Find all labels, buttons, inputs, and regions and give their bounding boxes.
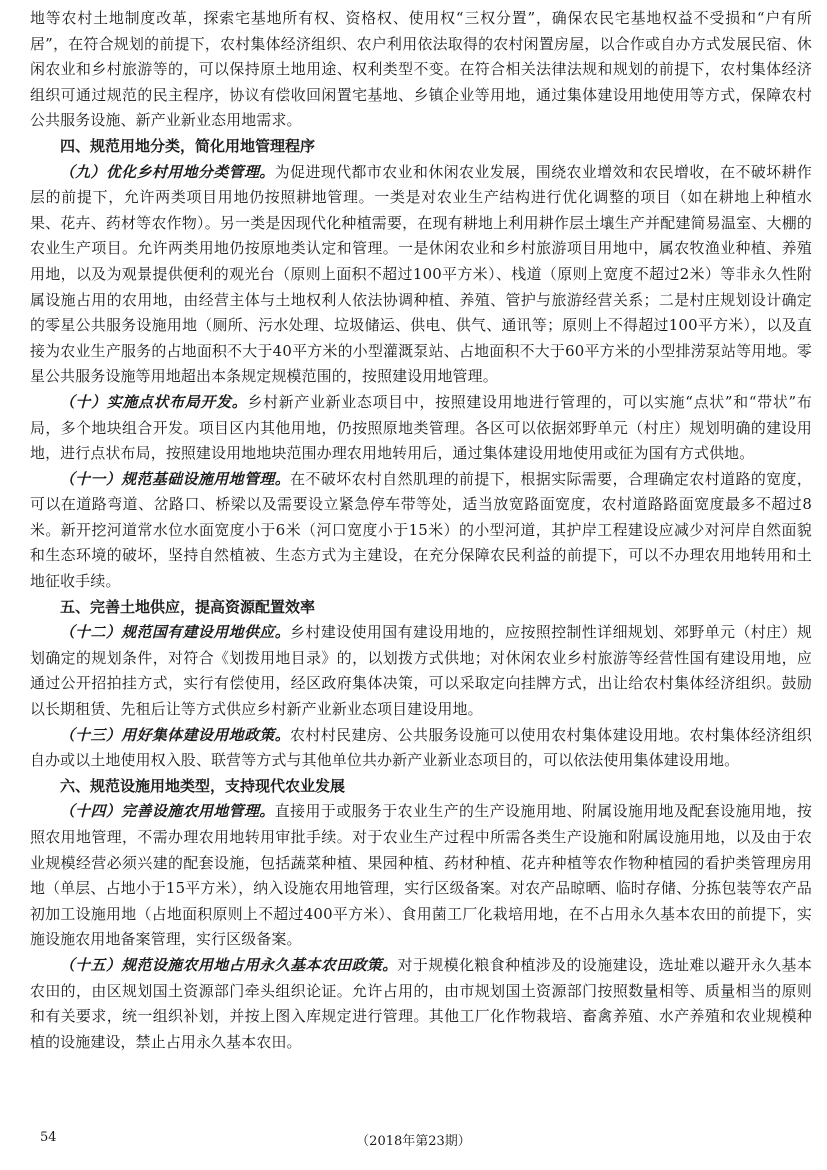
paragraph — [30, 723, 812, 774]
paragraph — [30, 160, 812, 390]
paragraph — [30, 467, 812, 595]
page-footer — [0, 1130, 827, 1152]
document-body — [30, 6, 812, 1055]
paragraph — [30, 390, 812, 467]
issue-label: （2018年第23期） — [356, 1134, 471, 1149]
paragraph-text: 为促进现代都市农业和休闲农业发展，围绕农业增效和农民增收，在不破坏耕作层的前提下，允许两类项目用地仍按照耕地管理。一类是对农业生产结构进行优化调整的项目（如在耕地上种植水果、花卉、药材等农作物）。另一类是因现代化种植需要，在现有耕地上利用耕作层土壤生产并配建简易温室、大棚的农业生产项目。允许两类用地仍按原地类认定和管理。一是休闲农业和乡村旅游项目用地中，属农牧渔业种植、养殖用地，以及为观景提供便利的观光台（原则上面积不超过100平方米）、栈道（原则上宽度不超过2米）等非永久性附属设施占用的农用地，由经营主体与土地权利人依法协调种植、养殖、管护与旅游经营关系；二是村庄规划设计确定的零星公共服务设施用地（厕所、污水处理、垃圾储运、供电、供气、通讯等；原则上不得超过100平方米），以及直接为农业生产服务的占地面积不大于40平方米的小型灌溉泵站、占地面积不大于60平方米的小型排涝泵站等用地。零星公共服务设施等用地超出本条规定规模范围的，按照建设用地管理。 — [30, 162, 812, 386]
clause-title: （十五）规范设施农用地占用永久基本农田政策。 — [59, 955, 398, 974]
clause-title: （九）优化乡村用地分类管理。 — [59, 162, 275, 181]
paragraph — [30, 6, 812, 134]
clause-title: （十一）规范基础设施用地管理。 — [59, 469, 291, 488]
section-heading: 五、完善土地供应，提高资源配置效率 — [60, 597, 316, 616]
paragraph-text: 乡村建设使用国有建设用地的，应按照控制性详细规划、郊野单元（村庄）规划确定的规划条件，对符合《划拨用地目录》的，以划拨方式供地；对休闲农业乡村旅游等经营性国有建设用地，应通过公开招拍挂方式，实行有偿使用，经区政府集体决策，可以采取定向挂牌方式，出让给农村集体经济组织。鼓励以长期租赁、先租后让等方式供应乡村新产业新业态项目建设用地。 — [30, 623, 812, 719]
paragraph-text: 乡村新产业新业态项目中，按照建设用地进行管理的，可以实施“点状”和“带状”布局，多个地块组合开发。项目区内其他用地，仍按照原地类管理。各区可以依据郊野单元（村庄）规划明确的建设用地，进行点状布局，按照建设用地地块范围办理农用地转用后，通过集体建设用地使用或征为国有方式供地。 — [30, 392, 812, 463]
clause-title: （十三）用好集体建设用地政策。 — [59, 725, 291, 744]
paragraph-text: 直接用于或服务于农业生产的生产设施用地、附属设施用地及配套设施用地，按照农用地管理，不需办理农用地转用审批手续。对于农业生产过程中所需各类生产设施和附属设施用地，以及由于农业规模经营必须兴建的配套设施，包括蔬菜种植、果园种植、药材种植、花卉种植等农作物种植园的看护类管理房用地（单层、占地小于15平方米），纳入设施农用地管理，实行区级备案。对农产品晾晒、临时存储、分拣包装等农产品初加工设施用地（占地面积原则上不超过400平方米）、食用菌工厂化栽培用地，在不占用永久基本农田的前提下，实施设施农用地备案管理，实行区级备案。 — [30, 802, 812, 949]
paragraph-text: 对于规模化粮食种植涉及的设施建设，选址难以避开永久基本农田的，由区规划国土资源部门牵头组织论证。允许占用的，由市规划国土资源部门按照数量相等、质量相当的原则和有关要求，统一组织补划，并按上图入库规定进行管理。其他工厂化作物栽培、畜禽养殖、水产养殖和农业规模种植的设施建设，禁止占用永久基本农田。 — [30, 955, 812, 1051]
paragraph-text: 地等农村土地制度改革，探索宅基地所有权、资格权、使用权“三权分置”，确保农民宅基地权益不受损和“户有所居”，在符合规划的前提下，农村集体经济组织、农户利用依法取得的农村闲置房屋，以合作或自办方式发展民宿、休闲农业和乡村旅游等的，可以保持原土地用途、权利类型不变。在符合相关法律法规和规划的前提下，农村集体经济组织可通过规范的民主程序，协议有偿收回闲置宅基地、乡镇企业等用地，通过集体建设用地使用等方式，保障农村公共服务设施、新产业新业态用地需求。 — [30, 9, 812, 130]
clause-title: （十）实施点状布局开发。 — [59, 392, 248, 411]
paragraph — [30, 953, 812, 1055]
paragraph — [30, 620, 812, 722]
section-heading: 六、规范设施用地类型，支持现代农业发展 — [60, 776, 346, 795]
paragraph-text: 农村村民建房、公共服务设施可以使用农村集体建设用地。农村集体经济组织自办或以土地使用权入股、联营等方式与其他单位共办新产业新业态项目的，可以依法使用集体建设用地。 — [30, 725, 812, 770]
paragraph — [30, 799, 812, 953]
clause-title: （十二）规范国有建设用地供应。 — [59, 623, 291, 642]
clause-title: （十四）完善设施农用地管理。 — [59, 802, 275, 821]
page-number: 54 — [40, 1130, 57, 1145]
paragraph-text: 在不破坏农村自然肌理的前提下，根据实际需要，合理确定农村道路的宽度，可以在道路弯道、岔路口、桥梁以及需要设立紧急停车带等处，适当放宽路面宽度，农村道路路面宽度最多不超过8米。新开挖河道常水位水面宽度小于6米（河口宽度小于15米）的小型河道，其护岸工程建设应减少对河岸自然面貌和生态环境的破坏，坚持自然植被、生态方式为主建设，在充分保障农民利益的前提下，可以不办理农用地转用和土地征收手续。 — [30, 469, 812, 591]
section-heading: 四、规范用地分类，简化用地管理程序 — [60, 136, 316, 155]
